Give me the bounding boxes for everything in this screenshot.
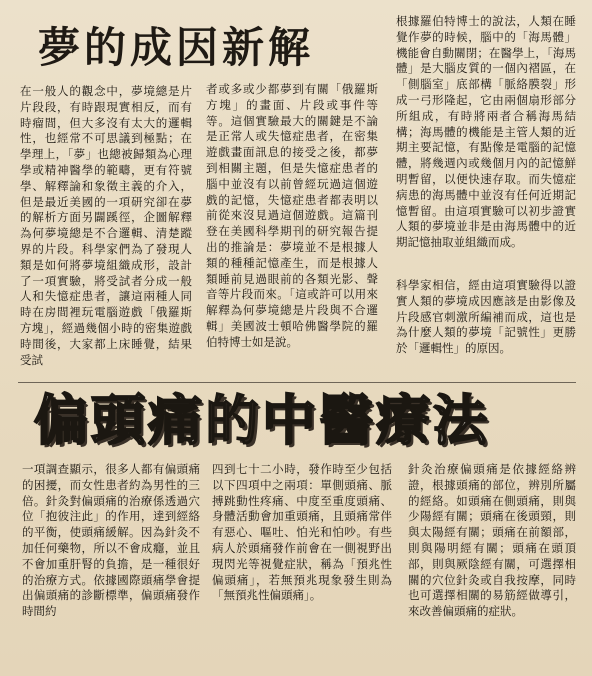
article2-col2-text: 四到七十二小時，發作時至少包括以下四項中之兩項：單側頭痛、脈搏跳動性疼痛、中度至重度頭痛、身體活動會加重頭痛，且頭痛常伴有惡心、嘔吐、怕光和怕吵。有些病人於頭痛發作前會在一側視野出現閃光等視覺症狀，稱為「預兆性偏頭痛」，若無預兆現象發生則為「無預兆性偏頭痛」。 [212,462,392,603]
article1-col2-text: 者或多或少都夢到有關「俄羅斯方塊」的畫面、片段或事件等等。這個實驗最大的關鍵是不論是正常人或失憶症患者，在密集遊戲畫面訊息的接受之後，都夢到相關主題，但是失憶症患者的腦中並沒有以前曾經玩過這個遊戲的記憶，失憶症患者都表明以前從來沒見過這個遊戲。這篇刊登在美國科學期刊的研究報告提出的推論是：夢境並不是根據人類的種種記憶產生，而是根據人類睡前見過眼前的各類光影、聲音等片段而來。「這或許可以用來解釋為何夢境總是片段與不合邏輯」美國波士頓哈佛醫學院的羅伯特博士如是說。 [206,82,378,349]
article1-col3b-text: 科學家相信，經由這項實驗得以證實人類的夢境成因應該是由影像及片段感官刺激所編補而成，這也是為什麼人類的夢境「記號性」更勝於「邏輯性」的原因。 [396,278,576,356]
article1-col1-text: 在一般人的觀念中，夢境總是片片段段，有時跟現實相反，而有時瘤間，但大多沒有太大的邏輯性，也經常不可思議到極點；在學理上，「夢」也總被歸類為心理學或精神醫學的範疇，更有符號學、解釋論和象徵主義的介入，但是最近美國的一項研究卻在夢的解析方面另闢蹊徑，企圖解釋為何夢境總是不合邏輯、清楚蹤界的片段。科學家們為了發現人類是如何將夢境組織成形，設計了一項實驗，將受試者分成一般人和失憶症患者，讓這兩種人同時在房間裡玩電腦遊戲「俄羅斯方塊」，經過幾個小時的密集遊戲時間後，大家都上床睡覺，結果受試 [20,84,192,367]
article2-column-3 [408,462,576,668]
article2-col3-text: 針灸治療偏頭痛是依據經絡辨證，根據頭痛的部位，辨別所屬的經絡。如頭痛在側頭痛，則與少陽經有關；頭痛在後頭頸，則與太陽經有關；頭痛在前額部，則與陽明經有關；頭痛在頭頂部，則與厥陰經有關，可選擇相關的穴位針灸或自我按摩，同時也可選擇相關的易筋經做導引，來改善偏頭痛的症狀。 [408,462,576,619]
article-title-migraine [34,388,564,454]
title-part-tcm: 中醫療法 [262,389,490,452]
article2-column-1 [22,462,200,668]
divider-rule [18,382,576,383]
article1-column-1 [20,84,192,380]
title-part-migraine: 偏頭痛 [34,389,205,452]
article1-column-3 [396,14,576,276]
article2-column-2 [212,462,392,668]
article1-column-2 [206,82,378,378]
article2-col1-text: 一項調查顯示，很多人都有偏頭痛的困擾，而女性患者約為男性的三倍。針灸對偏頭痛的治療係透過穴位「抱彼注此」的作用，達到經絡的平衡，使頭痛緩解。因為針灸不加任何藥物，所以不會成癮，並且不會加重肝腎的負擔，是一種很好的治療方式。依據國際頭痛學會提出偏頭痛的診斷標準，偏頭痛發作時間約 [22,462,200,619]
article1-col3-text: 根據羅伯特博士的說法，人類在睡覺作夢的時候，腦中的「海馬體」機能會自動關閉；在醫學上，「海馬體」是大腦皮質的一個內褶區，在「側腦室」底部構「脈絡膜裂」形成一弓形隆起，它由兩個扇形部分所組成，有時將兩者合稱海馬結構；海馬體的機能是主管人類的近期主要記憶，有點像是電腦的記憶體，將幾週內或幾個月內的記憶鮮明暫留，以便快速存取。而失憶症病患的海馬體中並沒有任何近期記憶暫留。由這項實驗可以初步證實人類的夢境並非是由海馬體中的近期記憶抽取並組織而成。 [396,14,576,250]
title-part-of: 的 [205,389,262,452]
article1-column-3b [396,278,576,378]
article-title-dreams: 夢的成因新解 [38,23,315,72]
